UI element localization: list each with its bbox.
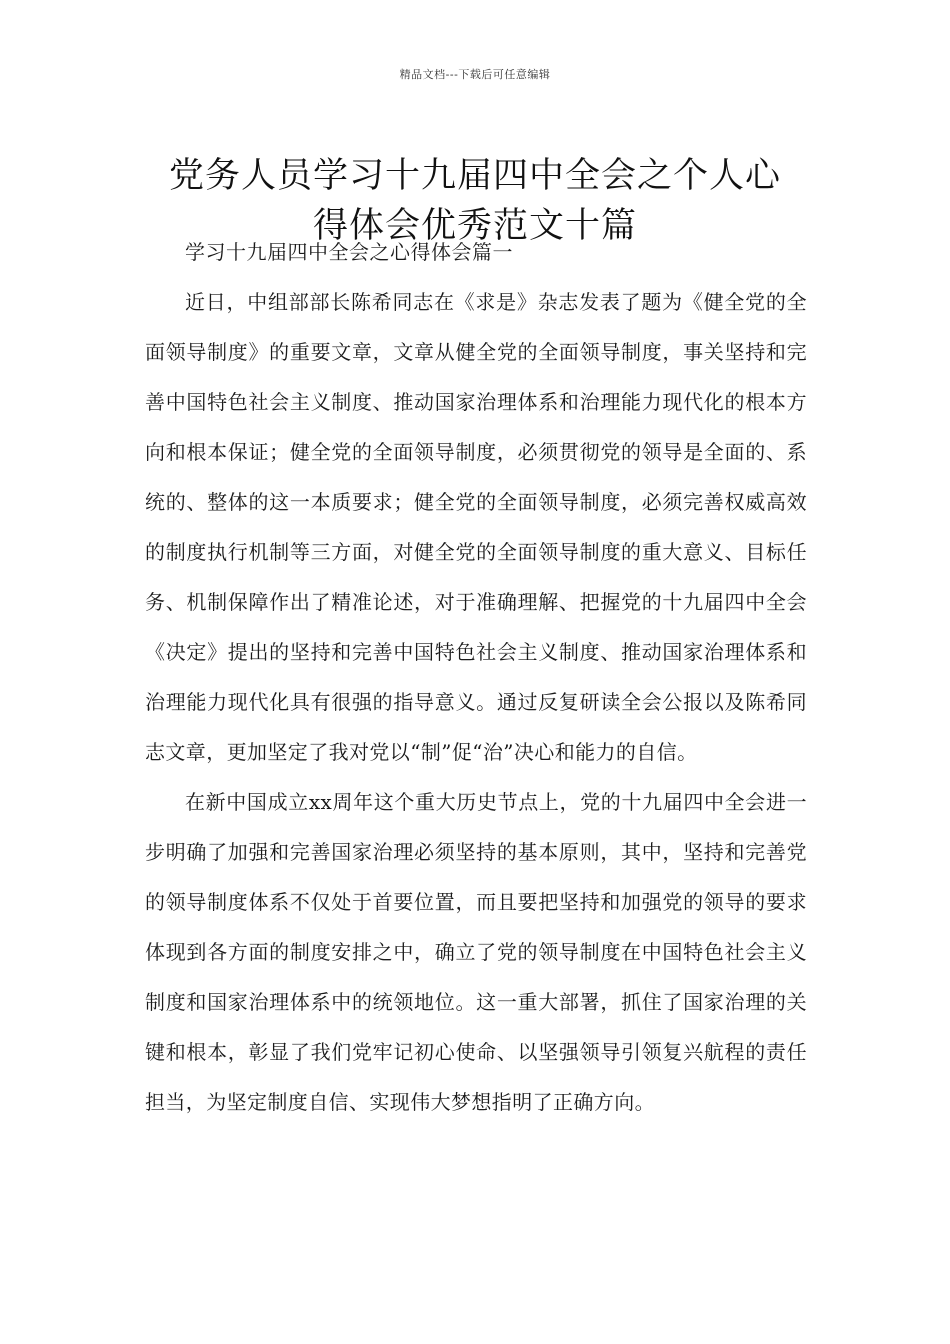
body-paragraph-1: 近日，中组部部长陈希同志在《求是》杂志发表了题为《健全党的全面领导制度》的重要文章，文章从健全党的全面领导制度，事关坚持和完善中国特色社会主义制度、推动国家治理体系和治理能力现代化的根本方向和根本保证；健全党的全面领导制度，必须贯彻党的领导是全面的、系统的、整体的这一本质要求；健全党的全面领导制度，必须完善权威高效的制度执行机制等三方面，对健全党的全面领导制度的重大意义、目标任务、机制保障作出了精准论述，对于准确理解、把握党的十九届四中全会《决定》提出的坚持和完善中国特色社会主义制度、推动国家治理体系和治理能力现代化具有很强的指导意义。通过反复研读全会公报以及陈希同志文章，更加坚定了我对党以“制”促“治”决心和能力的自信。 (145, 290, 807, 764)
section-subtitle: 学习十九届四中全会之心得体会篇一 (185, 240, 513, 264)
document-body (145, 227, 807, 1127)
page-header-note: 精品文档---下载后可任意编辑 (399, 68, 551, 81)
body-paragraph-2: 在新中国成立xx周年这个重大历史节点上，党的十九届四中全会进一步明确了加强和完善国家治理必须坚持的基本原则，其中，坚持和完善党的领导制度体系不仅处于首要位置，而且要把坚持和加强党的领导的要求体现到各方面的制度安排之中，确立了党的领导制度在中国特色社会主义制度和国家治理体系中的统领地位。这一重大部署，抓住了国家治理的关键和根本，彰显了我们党牢记初心使命、以坚强领导引领复兴航程的责任担当，为坚定制度自信、实现伟大梦想指明了正确方向。 (145, 790, 807, 1114)
document-title-line-1: 党务人员学习十九届四中全会之个人心 (168, 156, 781, 197)
document-title-line-2: 得体会优秀范文十篇 (312, 206, 637, 247)
